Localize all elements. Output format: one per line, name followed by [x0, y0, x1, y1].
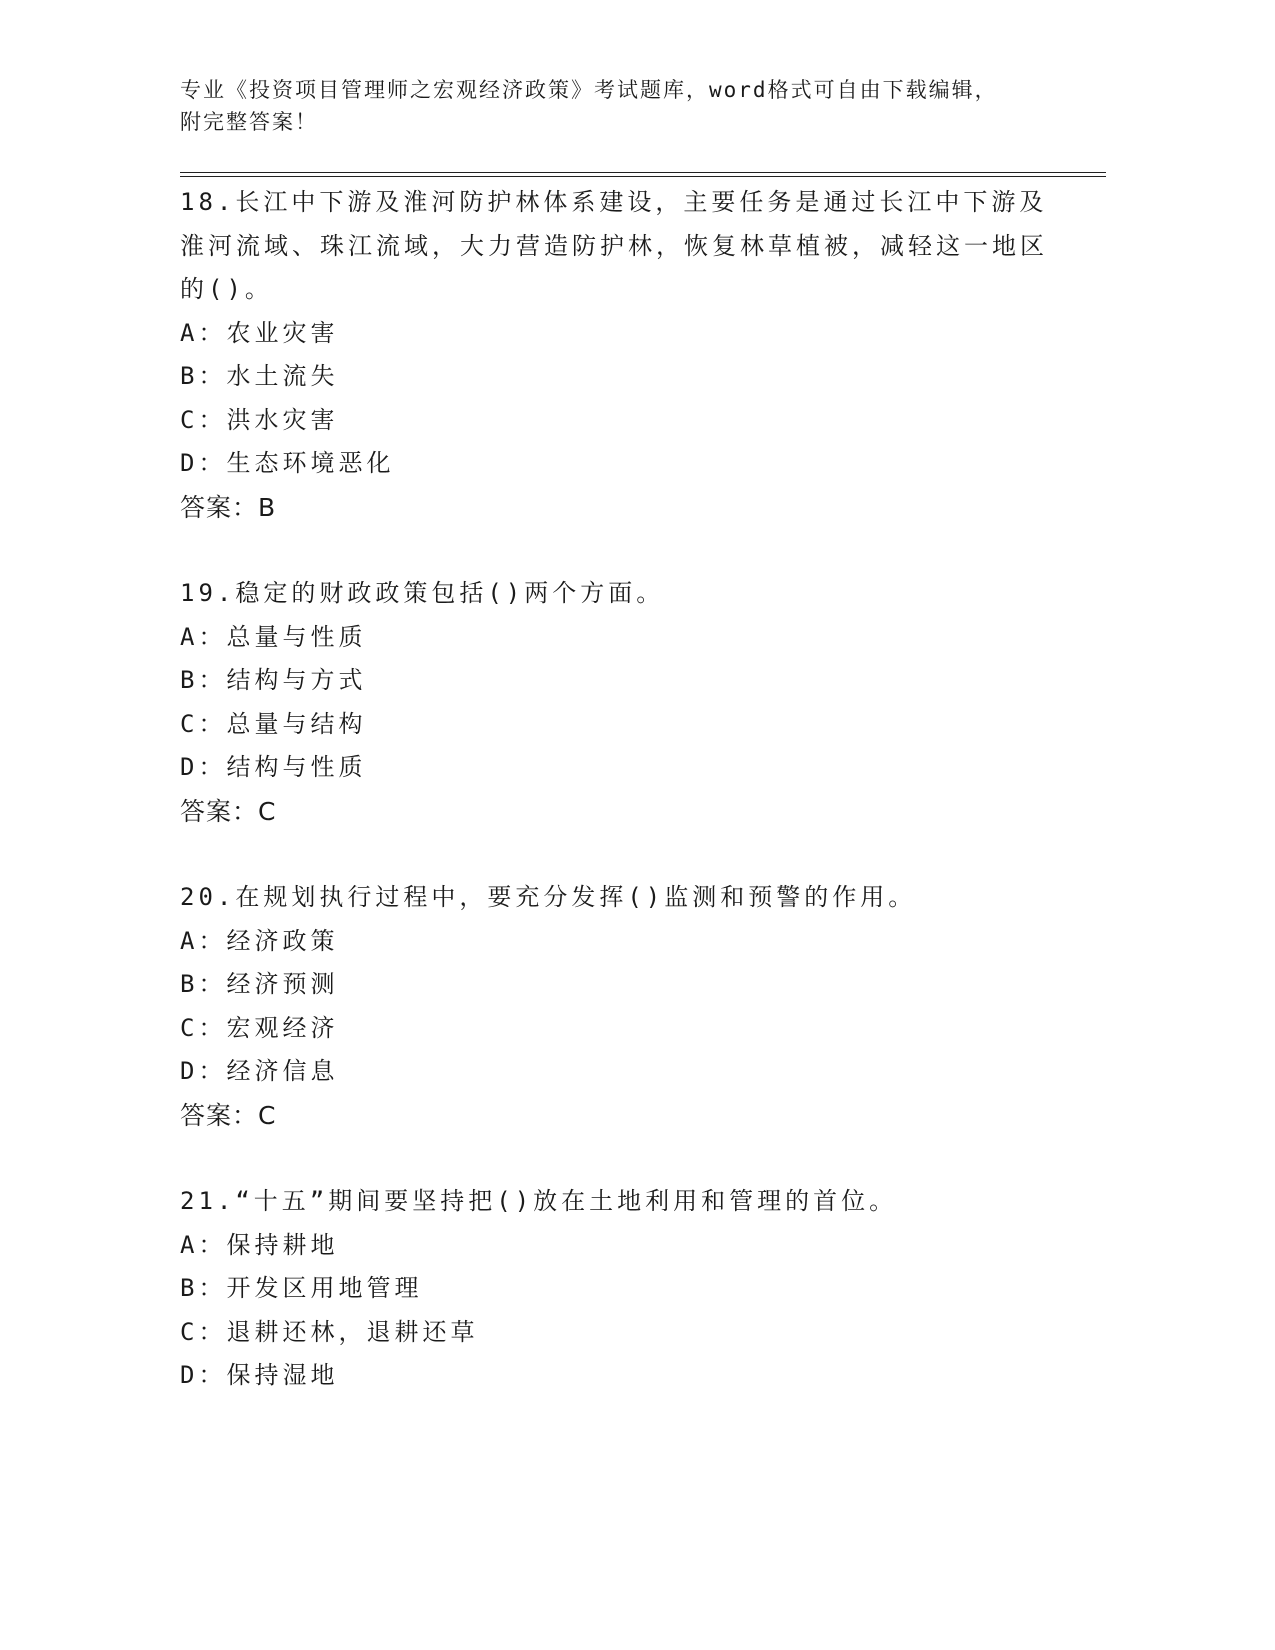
option-d: D：结构与性质 — [180, 753, 367, 781]
option-b: B：开发区用地管理 — [180, 1274, 423, 1302]
question-stem: 18.长江中下游及淮河防护林体系建设，主要任务是通过长江中下游及淮河流域、珠江流域，大力营造防护林，恢复林草植被，减轻这一地区的()。 — [180, 188, 1048, 303]
option-c: C：总量与结构 — [180, 709, 367, 738]
question-18 — [180, 181, 1060, 529]
option-a: A：农业灾害 — [180, 318, 339, 347]
header-line-1: 专业《投资项目管理师之宏观经济政策》考试题库，word格式可自由下载编辑， — [180, 78, 998, 102]
answer: 答案：C — [180, 796, 277, 826]
option-a: A：总量与性质 — [180, 622, 367, 651]
question-stem: 21.“十五”期间要坚持把()放在土地利用和管理的首位。 — [180, 1187, 898, 1215]
option-a: A：保持耕地 — [180, 1230, 339, 1259]
answer: 答案：B — [180, 492, 277, 522]
question-21 — [180, 1180, 1060, 1398]
question-stem: 20.在规划执行过程中，要充分发挥()监测和预警的作用。 — [180, 883, 917, 911]
option-a: A：经济政策 — [180, 926, 339, 955]
question-stem: 19.稳定的财政政策包括()两个方面。 — [180, 579, 665, 607]
question-list — [180, 181, 1060, 1441]
option-b: B：结构与方式 — [180, 666, 367, 694]
option-b: B：经济预测 — [180, 970, 339, 998]
option-c: C：洪水灾害 — [180, 405, 339, 434]
option-d: D：生态环境恶化 — [180, 449, 395, 477]
option-c: C：宏观经济 — [180, 1013, 339, 1042]
document-header — [180, 74, 1060, 138]
option-d: D：经济信息 — [180, 1057, 339, 1085]
option-c: C：退耕还林，退耕还草 — [180, 1317, 479, 1346]
question-19 — [180, 572, 1060, 833]
header-line-2: 附完整答案！ — [180, 110, 318, 134]
option-d: D：保持湿地 — [180, 1361, 339, 1389]
option-b: B：水土流失 — [180, 362, 339, 390]
answer: 答案：C — [180, 1100, 277, 1130]
header-divider — [180, 172, 1106, 177]
question-20 — [180, 876, 1060, 1137]
